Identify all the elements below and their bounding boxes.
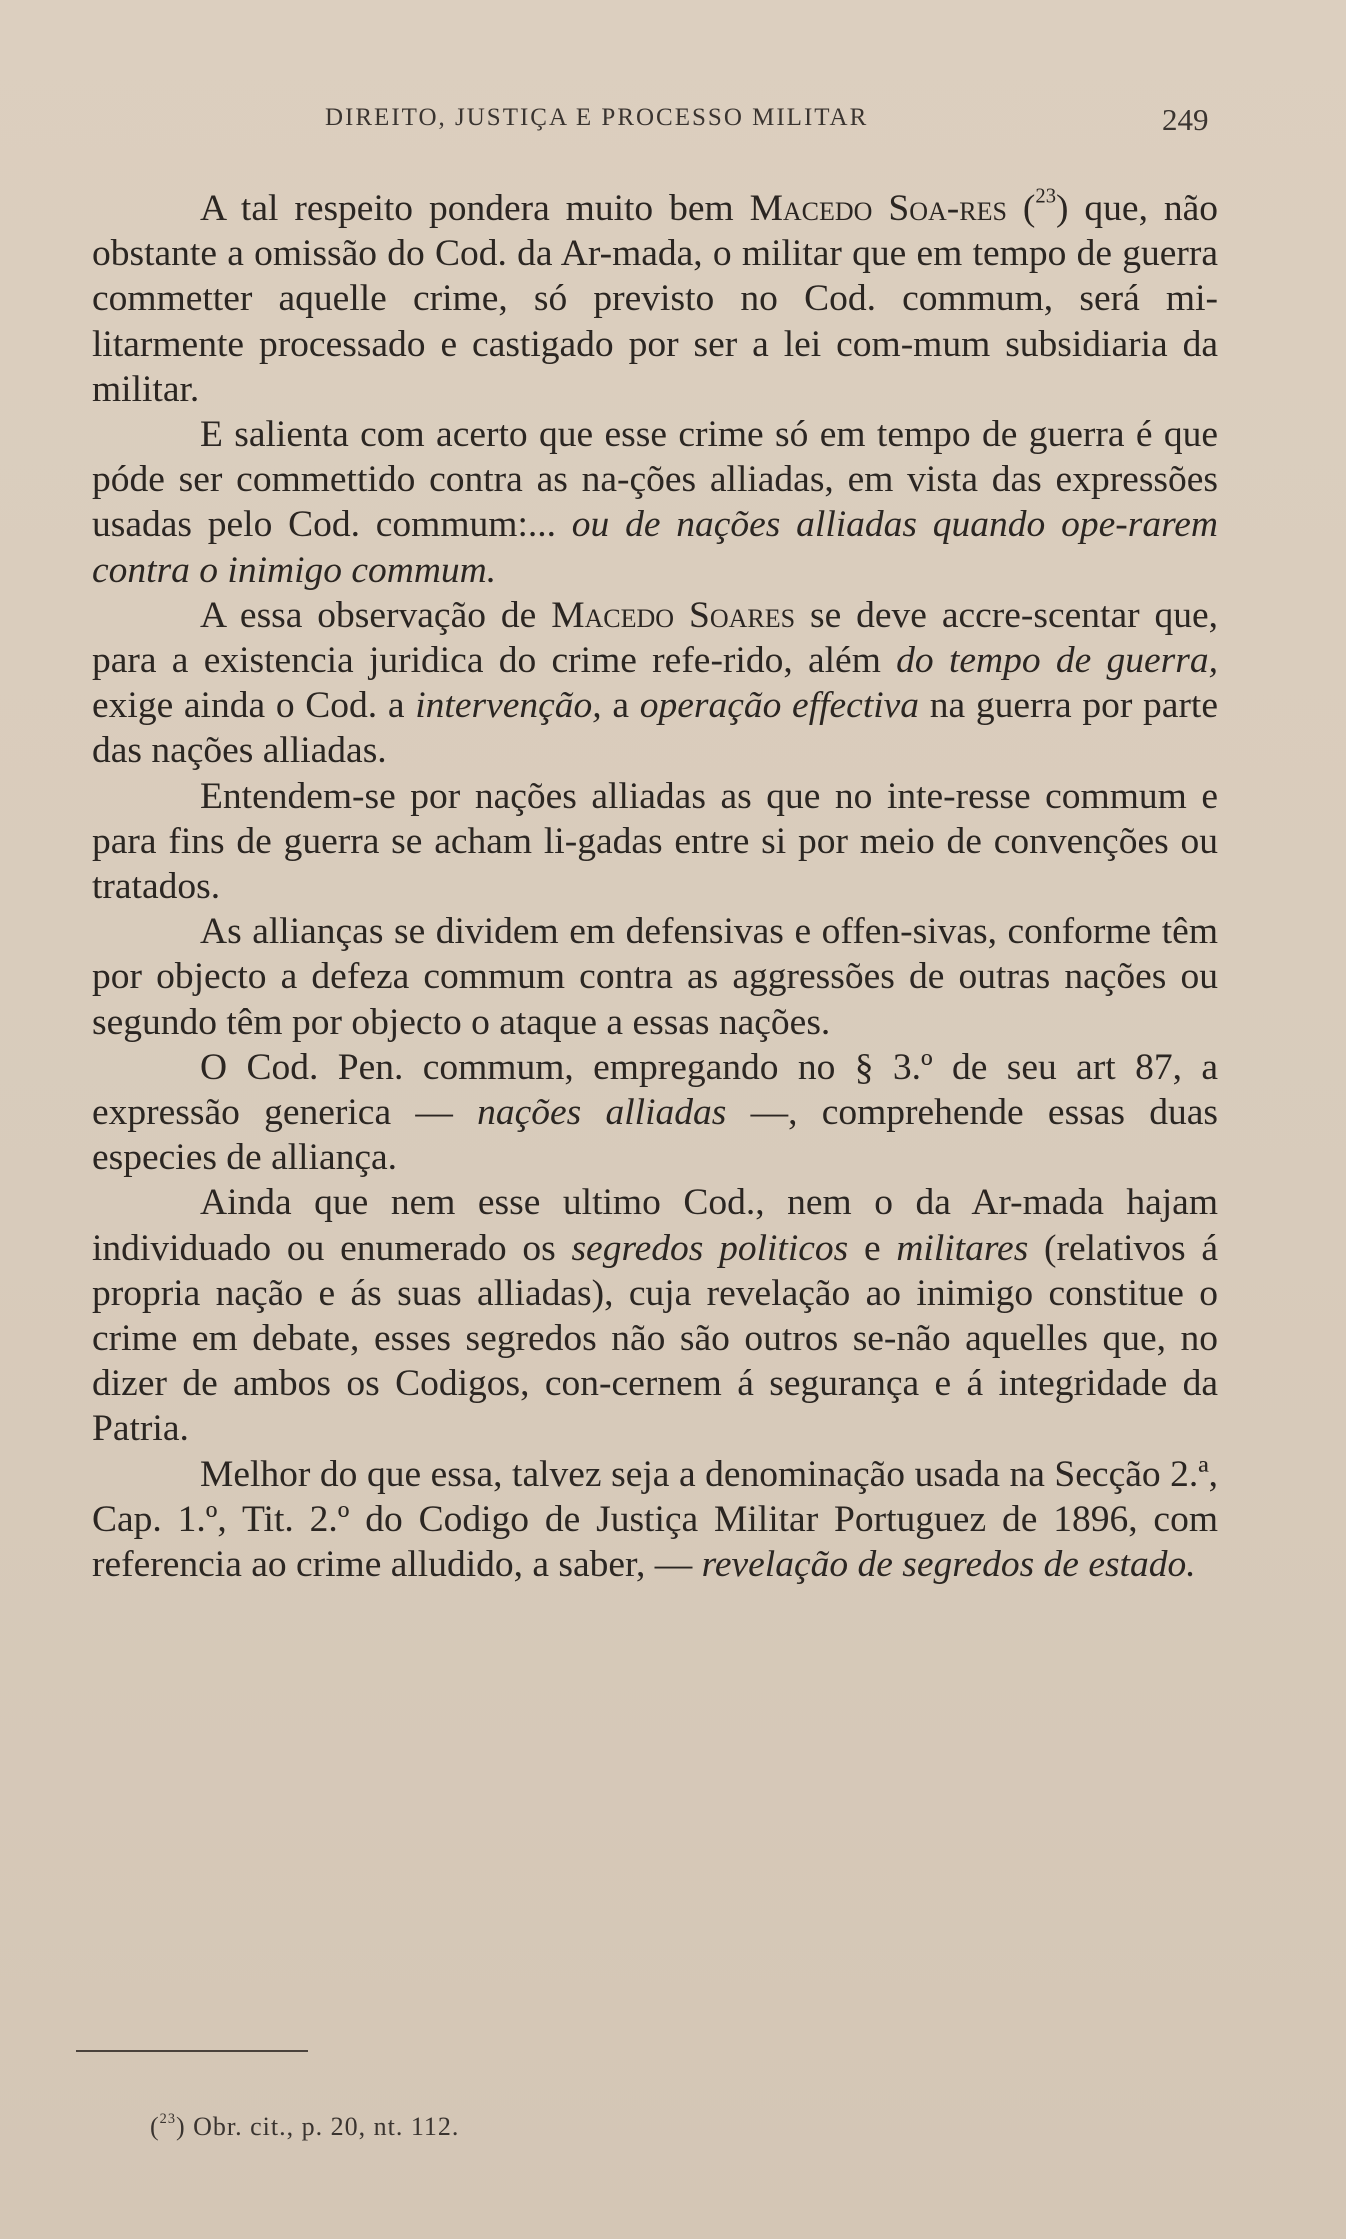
paragraph-3-text: A essa observação de xyxy=(200,594,552,636)
author-name: Macedo Soares xyxy=(551,594,796,636)
footnote-divider xyxy=(76,2050,308,2052)
paragraph-7-text-cont: (relativos á propria nação e ás suas alliadas), cuja revelação ao inimigo constitue o crime em debate, esses segredos não são outros se-não aquelles que, no dizer de ambos os Codigos, con-cernem á segurança e á integridade da Patria. xyxy=(92,1227,1218,1450)
paragraph-2-quote: ou de nações alliadas quando ope-rarem contra o inimigo commum. xyxy=(92,504,1219,591)
paragraph-3-text-cont: se deve accre-scentar que, para a existencia juridica do crime refe-rido, além xyxy=(92,594,1219,682)
footnote-text: Obr. cit., p. 20, nt. 112. xyxy=(185,2112,460,2141)
footnote: ($^{23}$) Obr. cit., p. 20, nt. 112. xyxy=(150,2110,460,2141)
paragraph-2 xyxy=(92,412,1218,593)
paragraph-1: A tal respeito pondera muito bem Macedo Soa-res ($^{23}$) que, não obstante a omissão do Cod. da Ar-mada, o militar que em tempo de guerra commetter aquelle crime, só previsto no Cod. commum, será mi-litarmente processado e castigado por ser a lei com-mum subsidiaria da militar. xyxy=(92,185,1219,410)
paragraph-3 xyxy=(92,593,1218,774)
page-header xyxy=(0,104,1346,144)
page-number: 249 xyxy=(1162,102,1209,137)
paragraph-3-text-cont: exige ainda o Cod. a xyxy=(92,685,416,727)
paragraph-3-text-cont: na guerra por parte das nações alliadas. xyxy=(92,685,1218,772)
italic-phrase: operação effectiva xyxy=(639,685,920,727)
paragraph-6 xyxy=(92,1045,1218,1181)
italic-phrase: intervenção, xyxy=(415,685,602,727)
running-title: DIREITO, JUSTIÇA E PROCESSO MILITAR xyxy=(325,104,869,131)
italic-phrase: nações alliadas xyxy=(477,1092,727,1134)
italic-phrase: do tempo de guerra, xyxy=(896,640,1218,682)
paragraph-5: As allianças se dividem em defensivas e offen-sivas, conforme têm por objecto a defeza commum contra as aggressões de outras nações ou segundo têm por objecto o ataque a essas nações. xyxy=(92,911,1218,1043)
paragraph-6-text: O Cod. Pen. commum, empregando no § 3.º de seu art 87, a expressão generica — xyxy=(92,1046,1218,1134)
italic-phrase: militares xyxy=(896,1227,1029,1269)
paragraph-8 xyxy=(92,1452,1218,1588)
paragraph-8-text: Melhor do que essa, talvez seja a denominação usada na Secção 2.ª, Cap. 1.º, Tit. 2.º do Codigo de Justiça Militar Portuguez de 1896, com referencia ao crime alludido, a saber, — xyxy=(92,1453,1218,1586)
italic-phrase: revelação de segredos de estado. xyxy=(701,1544,1196,1586)
footnote-mark: 23 xyxy=(159,2110,176,2127)
paragraph-4: Entendem-se por nações alliadas as que no inte-resse commum e para fins de guerra se acham li-gadas entre si por meio de convenções ou tratados. xyxy=(92,775,1218,908)
body-text xyxy=(92,186,1218,1587)
italic-phrase: segredos politicos xyxy=(571,1227,849,1269)
paragraph-6-text-cont: —, comprehende essas duas especies de alliança. xyxy=(92,1092,1218,1179)
paragraph-3-text-cont: a xyxy=(601,685,640,727)
paragraph-2-text: E salienta com acerto que esse crime só em tempo de guerra é que póde ser commettido contra as na-ções alliadas, em vista das expressões usadas pelo Cod. commum:... xyxy=(92,414,1218,546)
paragraph-7-text-cont: e xyxy=(848,1227,897,1269)
paragraph-1-text: A tal respeito pondera muito bem xyxy=(200,188,750,229)
paragraph-7 xyxy=(92,1180,1218,1451)
author-name: Macedo Soa-res xyxy=(749,188,1007,229)
paragraph-1-text-cont: que, não obstante a omissão do Cod. da Ar-mada, o militar que em tempo de guerra commetter aquelle crime, só previsto no Cod. commum, será mi-litarmente processado e castigado por ser a lei com-mum subsidiaria da militar. xyxy=(92,188,1219,410)
paragraph-7-text: Ainda que nem esse ultimo Cod., nem o da Ar-mada hajam individuado ou enumerado os xyxy=(92,1182,1218,1269)
footnote-ref: 23 xyxy=(1035,185,1056,208)
